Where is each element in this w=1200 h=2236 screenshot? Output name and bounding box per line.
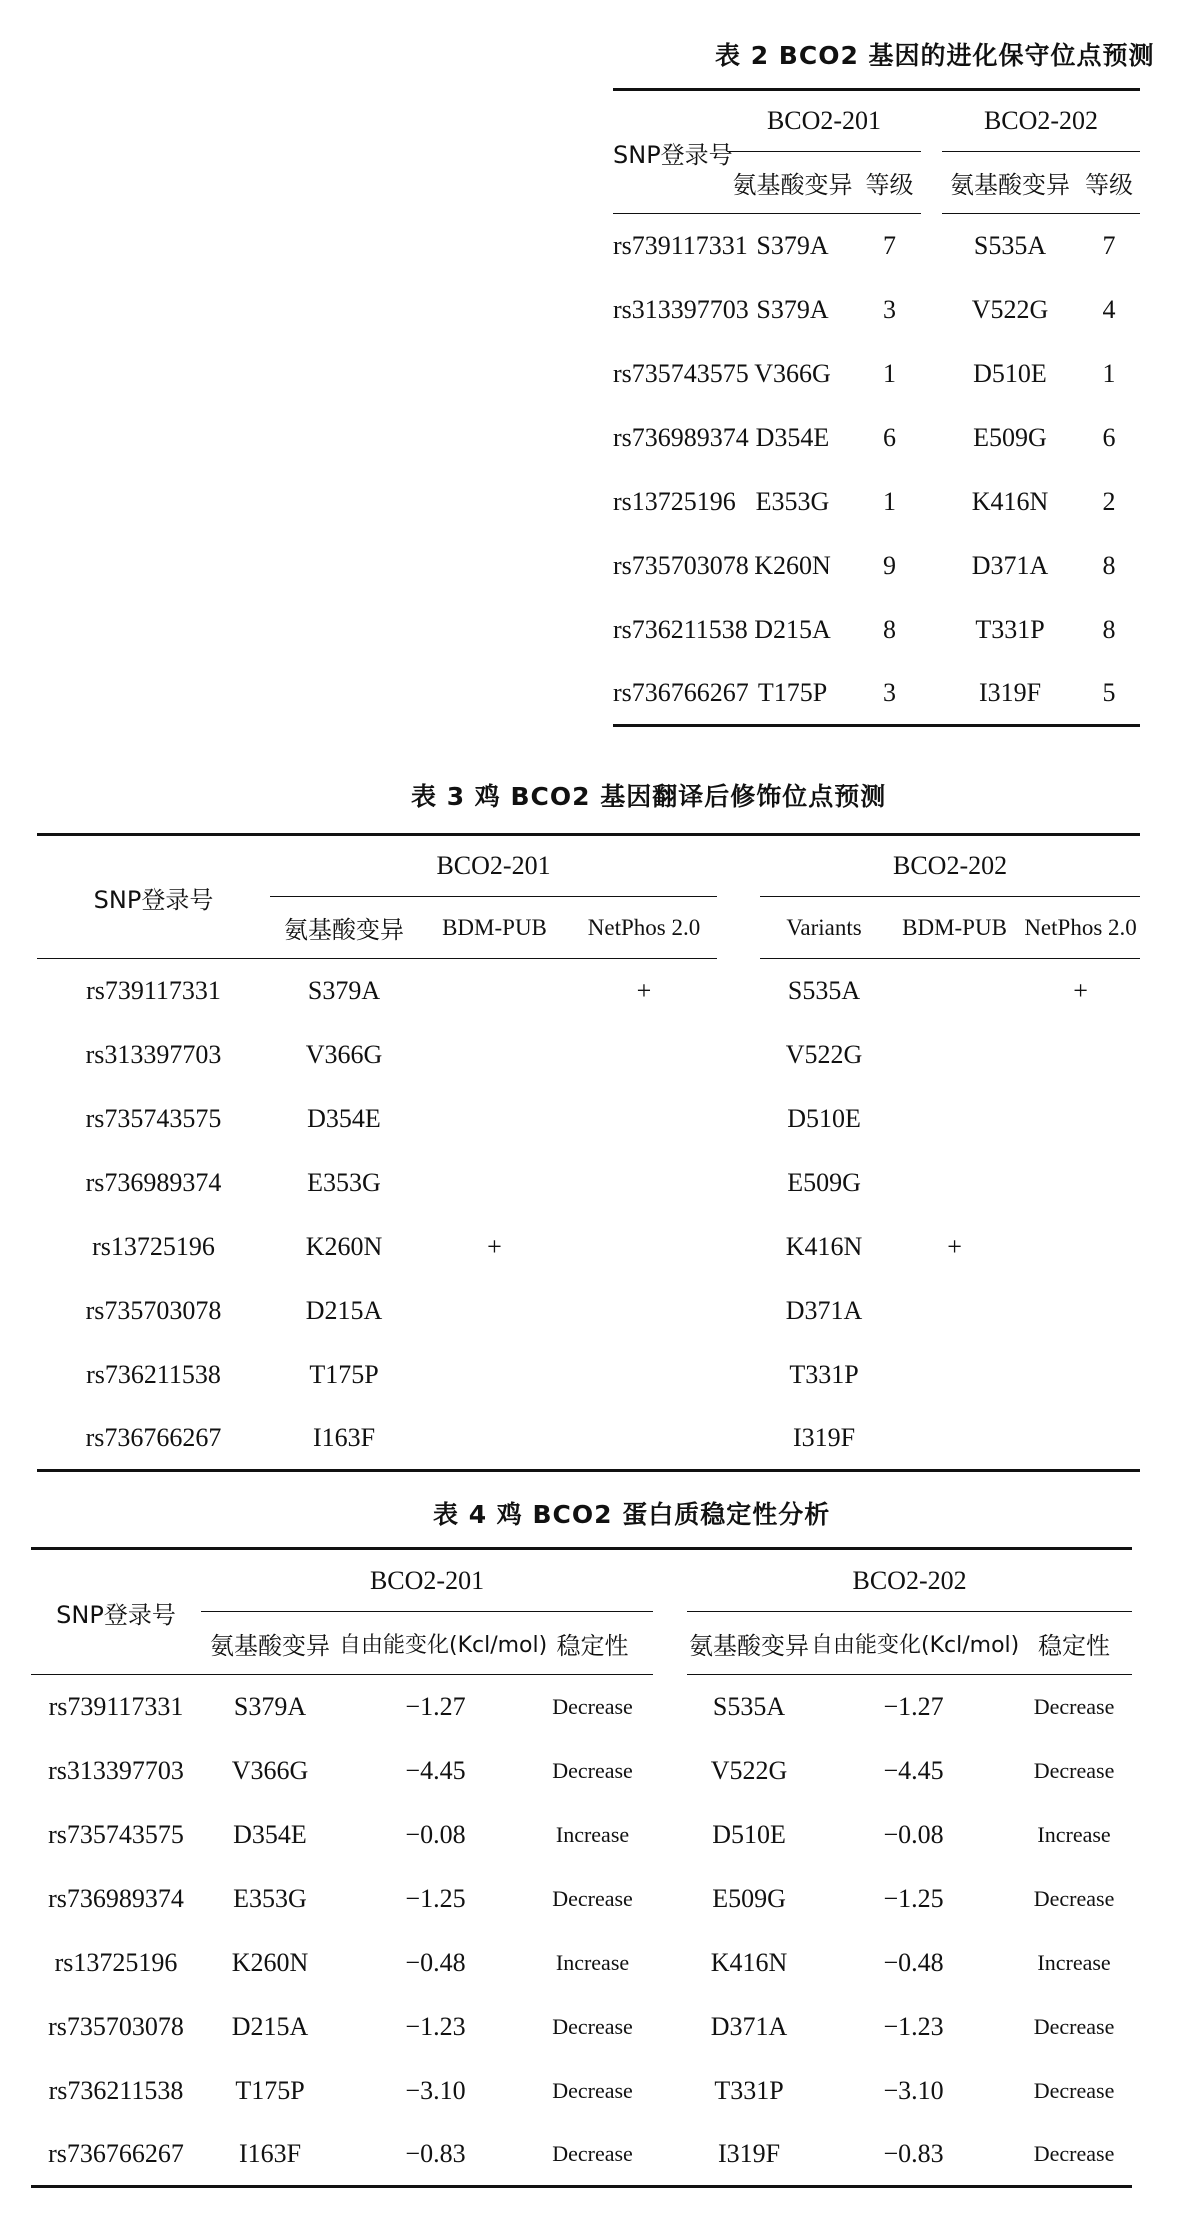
table3-caption: 表 3 鸡 BCO2 基因翻译后修饰位点预测	[411, 782, 887, 811]
variant-cell: D354E	[233, 1819, 307, 1849]
variant-cell: E509G	[973, 422, 1047, 452]
table4-stability-202-header: 稳定性	[1016, 1612, 1132, 1675]
bdm-pub-cell	[418, 1087, 571, 1151]
snp-id-cell: rs736211538	[48, 2075, 184, 2105]
bdm-pub-cell	[888, 1343, 1021, 1407]
free-energy-cell: −3.10	[405, 2075, 466, 2105]
table3-netphos-201-header: NetPhos 2.0	[571, 897, 717, 959]
variant-cell: V366G	[231, 1755, 309, 1785]
free-energy-cell: −4.45	[883, 1755, 944, 1785]
snp-id-cell: rs735703078	[85, 1295, 222, 1325]
netphos-cell	[571, 1151, 717, 1215]
free-energy-cell: −1.25	[883, 1883, 944, 1913]
grade-cell: 6	[883, 422, 896, 452]
snp-id-cell: rs13725196	[613, 486, 736, 516]
netphos-cell	[1021, 1407, 1140, 1471]
grade-cell: 7	[1102, 230, 1116, 260]
stability-cell: Increase	[555, 1949, 630, 1975]
table3-snp-header: SNP登录号	[37, 835, 270, 959]
grade-cell: 1	[883, 358, 896, 388]
table4	[31, 1547, 1132, 2188]
grade-cell: 4	[1102, 294, 1116, 324]
snp-id-cell: rs736211538	[86, 1359, 221, 1389]
variant-cell: D215A	[231, 2011, 309, 2041]
netphos-cell	[571, 1407, 717, 1471]
variant-cell: E353G	[307, 1167, 381, 1197]
stability-cell: Decrease	[1033, 1885, 1115, 1911]
variant-cell: V522G	[785, 1039, 863, 1069]
grade-cell: 8	[1102, 614, 1116, 644]
netphos-cell	[1021, 1023, 1140, 1087]
table2-group-202-header: BCO2-202	[942, 90, 1140, 152]
variant-cell: I319F	[792, 1422, 856, 1452]
variant-cell: K416N	[710, 1947, 788, 1977]
bdm-pub-cell	[888, 1023, 1021, 1087]
table3-netphos-202-header: NetPhos 2.0	[1021, 897, 1140, 959]
stability-cell: Decrease	[552, 2013, 633, 2039]
variant-cell: K260N	[754, 550, 831, 580]
snp-id-cell: rs313397703	[48, 1755, 184, 1785]
stability-cell: Decrease	[1033, 2013, 1115, 2039]
table3-variant-201-header: 氨基酸变异	[270, 897, 418, 959]
free-energy-cell: −0.08	[883, 1819, 944, 1849]
table-row	[613, 598, 1140, 662]
variant-cell: T175P	[757, 677, 828, 707]
netphos-cell	[1021, 1151, 1140, 1215]
stability-cell: Decrease	[1033, 2140, 1115, 2166]
snp-id-cell: rs735703078	[613, 550, 749, 580]
netphos-cell	[1021, 1215, 1140, 1279]
bdm-pub-cell	[888, 1151, 1021, 1215]
bdm-pub-cell: +	[947, 1231, 962, 1261]
netphos-cell	[1021, 1279, 1140, 1343]
variant-cell: S535A	[787, 975, 861, 1005]
stability-cell: Decrease	[1033, 2077, 1115, 2103]
stability-cell: Decrease	[1033, 1693, 1115, 1719]
table3-body	[37, 959, 1140, 1471]
stability-cell: Increase	[1037, 1949, 1111, 1975]
snp-id-cell: rs735743575	[85, 1103, 222, 1133]
table3-group-202-header: BCO2-202	[760, 835, 1140, 897]
variant-cell: I163F	[238, 2138, 302, 2168]
stability-cell: Decrease	[552, 2077, 633, 2103]
table4-body	[31, 1675, 1132, 2187]
bdm-pub-cell: +	[487, 1231, 502, 1261]
grade-cell: 9	[883, 550, 896, 580]
snp-id-cell: rs736766267	[613, 677, 749, 707]
stability-cell: Increase	[555, 1821, 630, 1847]
table4-energy-202-header: 自由能变化(Kcl/mol)	[811, 1612, 1016, 1675]
table-row	[31, 1739, 1132, 1803]
bdm-pub-cell	[888, 1407, 1021, 1471]
snp-id-cell: rs739117331	[613, 230, 748, 260]
variant-cell: V522G	[971, 294, 1049, 324]
table-row	[37, 1279, 1140, 1343]
table-row	[613, 406, 1140, 470]
free-energy-cell: −0.08	[405, 1819, 466, 1849]
variant-cell: E353G	[755, 486, 830, 516]
table2-caption: 表 2 BCO2 基因的进化保守位点预测	[715, 41, 1155, 70]
table-row	[613, 470, 1140, 534]
table-row	[37, 1407, 1140, 1471]
table4-energy-201-header: 自由能变化(Kcl/mol)	[339, 1612, 532, 1675]
table4-variant-202-header: 氨基酸变异	[687, 1612, 811, 1675]
snp-id-cell: rs735743575	[613, 358, 749, 388]
variant-cell: K260N	[231, 1947, 309, 1977]
table-row	[613, 662, 1140, 726]
snp-id-cell: rs736766267	[48, 2138, 184, 2168]
table4-caption: 表 4 鸡 BCO2 蛋白质稳定性分析	[433, 1500, 831, 1529]
snp-id-cell: rs736211538	[613, 614, 748, 644]
table-row	[31, 1675, 1132, 1739]
bdm-pub-cell	[888, 1279, 1021, 1343]
table2-grade-202-header: 等级	[1078, 152, 1140, 214]
variant-cell: S535A	[973, 230, 1047, 260]
variant-cell: D354E	[755, 422, 830, 452]
table-row	[31, 1995, 1132, 2059]
variant-cell: E353G	[233, 1883, 307, 1913]
table-row	[613, 342, 1140, 406]
variant-cell: I319F	[978, 677, 1042, 707]
variant-cell: S379A	[307, 975, 381, 1005]
variant-cell: S379A	[756, 230, 829, 260]
table2-variant-201-header: 氨基酸变异	[727, 152, 858, 214]
netphos-cell	[571, 1023, 717, 1087]
snp-id-cell: rs13725196	[54, 1947, 178, 1977]
grade-cell: 6	[1102, 422, 1116, 452]
table3	[37, 833, 1140, 1472]
bdm-pub-cell	[418, 1407, 571, 1471]
variant-cell: T175P	[309, 1359, 379, 1389]
variant-cell: T331P	[975, 614, 1045, 644]
snp-id-cell: rs736766267	[85, 1422, 222, 1452]
variant-cell: K260N	[305, 1231, 383, 1261]
netphos-cell	[571, 1343, 717, 1407]
table-row	[31, 1931, 1132, 1995]
table4-group-201-header: BCO2-201	[201, 1549, 653, 1612]
variant-cell: V522G	[710, 1755, 788, 1785]
variant-cell: D371A	[710, 2011, 788, 2041]
table3-bdm-202-header: BDM-PUB	[888, 897, 1021, 959]
variant-cell: K416N	[785, 1231, 863, 1261]
bdm-pub-cell	[418, 1023, 571, 1087]
stability-cell: Decrease	[552, 1757, 633, 1783]
snp-id-cell: rs736989374	[48, 1883, 184, 1913]
grade-cell: 1	[883, 486, 896, 516]
grade-cell: 3	[883, 294, 896, 324]
snp-id-cell: rs739117331	[48, 1691, 184, 1721]
table3-bdm-201-header: BDM-PUB	[418, 897, 571, 959]
table4-stability-201-header: 稳定性	[532, 1612, 653, 1675]
free-energy-cell: −4.45	[405, 1755, 466, 1785]
grade-cell: 5	[1102, 677, 1116, 707]
table-row	[31, 1867, 1132, 1931]
table-row	[37, 1023, 1140, 1087]
table3-variant-202-header: Variants	[760, 897, 888, 959]
table4-variant-201-header: 氨基酸变异	[201, 1612, 339, 1675]
netphos-cell	[571, 1215, 717, 1279]
stability-cell: Decrease	[552, 2140, 633, 2166]
variant-cell: D354E	[307, 1103, 381, 1133]
netphos-cell	[1021, 1087, 1140, 1151]
table-row	[37, 1087, 1140, 1151]
table-row	[613, 534, 1140, 598]
table-row	[37, 1343, 1140, 1407]
variant-cell: S535A	[712, 1691, 786, 1721]
variant-cell: T175P	[235, 2075, 305, 2105]
netphos-cell: +	[1073, 975, 1088, 1005]
table2-group-201-header: BCO2-201	[727, 90, 921, 152]
free-energy-cell: −3.10	[883, 2075, 944, 2105]
variant-cell: D510E	[787, 1103, 861, 1133]
table-row	[613, 278, 1140, 342]
table2-variant-202-header: 氨基酸变异	[942, 152, 1078, 214]
free-energy-cell: −0.48	[405, 1947, 466, 1977]
table-row	[31, 1803, 1132, 1867]
variant-cell: V366G	[305, 1039, 383, 1069]
snp-id-cell: rs13725196	[92, 1231, 215, 1261]
table-row	[37, 1151, 1140, 1215]
netphos-cell: +	[636, 975, 652, 1005]
variant-cell: S379A	[233, 1691, 307, 1721]
grade-cell: 8	[883, 614, 896, 644]
bdm-pub-cell	[418, 1279, 571, 1343]
free-energy-cell: −0.48	[883, 1947, 944, 1977]
snp-id-cell: rs313397703	[85, 1039, 222, 1069]
netphos-cell	[1021, 1343, 1140, 1407]
table2-grade-201-header: 等级	[858, 152, 921, 214]
free-energy-cell: −1.27	[405, 1691, 466, 1721]
bdm-pub-cell	[418, 959, 571, 1023]
table2-body	[613, 214, 1140, 726]
free-energy-cell: −0.83	[883, 2138, 944, 2168]
netphos-cell	[571, 1087, 717, 1151]
variant-cell: D371A	[785, 1295, 863, 1325]
free-energy-cell: −1.27	[883, 1691, 944, 1721]
bdm-pub-cell	[418, 1151, 571, 1215]
snp-id-cell: rs735743575	[48, 1819, 184, 1849]
table2-snp-header: SNP登录号	[613, 90, 727, 214]
variant-cell: S379A	[756, 294, 829, 324]
stability-cell: Decrease	[552, 1885, 633, 1911]
variant-cell: K416N	[971, 486, 1049, 516]
variant-cell: D215A	[305, 1295, 383, 1325]
stability-cell: Decrease	[552, 1693, 633, 1719]
snp-id-cell: rs736989374	[613, 422, 749, 452]
free-energy-cell: −0.83	[405, 2138, 466, 2168]
grade-cell: 3	[883, 677, 896, 707]
snp-id-cell: rs735703078	[48, 2011, 184, 2041]
bdm-pub-cell	[888, 1087, 1021, 1151]
variant-cell: D215A	[754, 614, 831, 644]
free-energy-cell: −1.25	[405, 1883, 466, 1913]
variant-cell: T331P	[714, 2075, 784, 2105]
table3-group-201-header: BCO2-201	[270, 835, 717, 897]
stability-cell: Decrease	[1033, 1757, 1115, 1783]
variant-cell: I319F	[717, 2138, 781, 2168]
snp-id-cell: rs739117331	[86, 975, 221, 1005]
grade-cell: 7	[883, 230, 896, 260]
variant-cell: E509G	[712, 1883, 786, 1913]
variant-cell: E509G	[787, 1167, 861, 1197]
free-energy-cell: −1.23	[405, 2011, 466, 2041]
table-row	[31, 2059, 1132, 2123]
variant-cell: D510E	[973, 358, 1047, 388]
grade-cell: 1	[1102, 358, 1116, 388]
grade-cell: 8	[1102, 550, 1116, 580]
variant-cell: D510E	[712, 1819, 786, 1849]
snp-id-cell: rs313397703	[613, 294, 749, 324]
table-row	[37, 1215, 1140, 1279]
bdm-pub-cell	[418, 1343, 571, 1407]
stability-cell: Increase	[1037, 1821, 1111, 1847]
table4-snp-header: SNP登录号	[31, 1549, 201, 1675]
free-energy-cell: −1.23	[883, 2011, 944, 2041]
grade-cell: 2	[1102, 486, 1116, 516]
variant-cell: V366G	[754, 358, 831, 388]
variant-cell: T331P	[789, 1359, 859, 1389]
table4-group-202-header: BCO2-202	[687, 1549, 1132, 1612]
table-row	[31, 2123, 1132, 2187]
table2	[613, 88, 1140, 727]
variant-cell: I163F	[312, 1422, 376, 1452]
table-row	[613, 214, 1140, 278]
variant-cell: D371A	[971, 550, 1049, 580]
netphos-cell	[571, 1279, 717, 1343]
snp-id-cell: rs736989374	[85, 1167, 222, 1197]
bdm-pub-cell	[888, 959, 1021, 1023]
table-row	[37, 959, 1140, 1023]
